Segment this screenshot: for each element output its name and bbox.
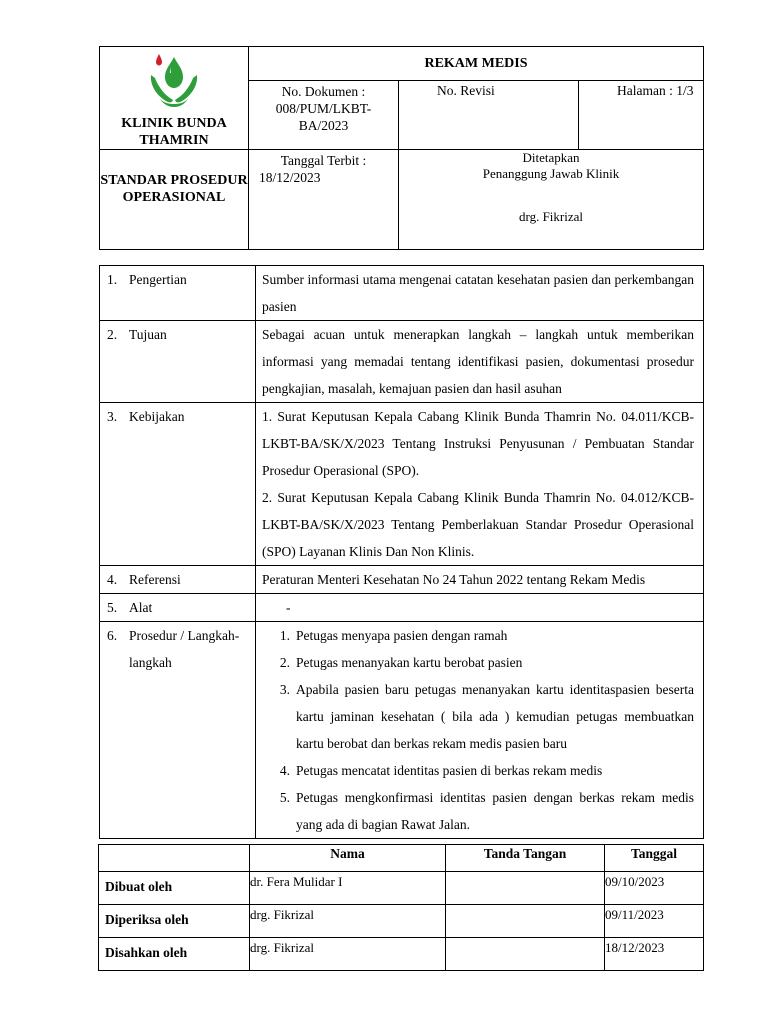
issue-date-label: Tanggal Terbit :	[280, 153, 367, 168]
row-kebijakan	[100, 403, 704, 566]
section-number: 5.	[107, 600, 118, 615]
clinic-logo-cell	[100, 47, 249, 150]
signature-table	[98, 844, 704, 971]
signature-row	[99, 938, 704, 971]
procedure-step	[266, 622, 694, 649]
row-referensi	[100, 566, 704, 594]
issue-date-cell	[249, 150, 399, 250]
signature-name: drg. Fikrizal	[250, 938, 446, 971]
section-number: 2.	[107, 327, 118, 342]
signature-role: Dibuat oleh	[99, 872, 250, 905]
signature-name: drg. Fikrizal	[250, 905, 446, 938]
approval-cell	[399, 150, 704, 250]
page-cell	[579, 81, 704, 150]
signature-name: dr. Fera Mulidar I	[250, 872, 446, 905]
column-header-date: Tanggal	[605, 845, 704, 872]
signature-role: Diperiksa oleh	[99, 905, 250, 938]
row-prosedur	[100, 622, 704, 839]
section-label-cell	[100, 566, 256, 594]
column-header-name: Nama	[250, 845, 446, 872]
policy-item: 2. Surat Keputusan Kepala Cabang Klinik Bunda Thamrin No. 04.012/KCB-LKBT-BA/SK/X/2023 Tentang Pemberlakuan Standar Prosedur Operasional (SPO) Layanan Klinis Dan Non Klinis.	[262, 490, 694, 559]
section-label-cell	[100, 594, 256, 622]
signature-role: Disahkan oleh	[99, 938, 250, 971]
prosedur-cell	[256, 622, 704, 839]
signature-header-row	[99, 845, 704, 872]
signature-row	[99, 905, 704, 938]
alat-text: -	[256, 594, 704, 622]
doc-number-value: 008/PUM/LKBT-BA/2023	[275, 101, 372, 133]
step-number: 4.	[279, 763, 290, 778]
section-number: 3.	[107, 409, 118, 424]
signature-row	[99, 872, 704, 905]
kebijakan-cell	[256, 403, 704, 566]
section-label-cell	[100, 266, 256, 321]
empty-header-cell	[99, 845, 250, 872]
section-label: Kebijakan	[129, 409, 185, 424]
step-text: Petugas mencatat identitas pasien di berkas rekam medis	[296, 763, 603, 778]
procedure-step	[266, 676, 694, 757]
issue-date-value: 18/12/2023	[259, 170, 321, 185]
procedure-step	[266, 784, 694, 838]
procedure-step	[266, 649, 694, 676]
section-label-cell	[100, 622, 256, 839]
clinic-logo-icon	[148, 51, 200, 115]
section-label: Tujuan	[129, 327, 167, 342]
sop-content-table	[99, 265, 704, 839]
signature-date: 09/11/2023	[605, 905, 704, 938]
step-number: 2.	[279, 655, 290, 670]
signature-field	[446, 905, 605, 938]
section-number: 4.	[107, 572, 118, 587]
signature-field	[446, 872, 605, 905]
header-table	[99, 46, 704, 250]
procedure-step	[266, 757, 694, 784]
section-label: Alat	[129, 600, 153, 615]
section-number: 1.	[107, 272, 118, 287]
section-label-cell	[100, 321, 256, 403]
section-label: Referensi	[129, 572, 181, 587]
section-label-cell	[100, 403, 256, 566]
section-label: Pengertian	[129, 272, 187, 287]
step-number: 5.	[279, 790, 290, 805]
row-alat	[100, 594, 704, 622]
clinic-name: KLINIK BUNDA THAMRIN	[121, 116, 227, 148]
sop-title: STANDAR PROSEDUR OPERASIONAL	[100, 173, 248, 205]
step-text: Petugas menyapa pasien dengan ramah	[296, 628, 508, 643]
document-title: REKAM MEDIS	[249, 47, 704, 81]
pengertian-text: Sumber informasi utama mengenai catatan kesehatan pasien dan perkembangan pasien	[256, 266, 704, 321]
approved-label: Ditetapkan	[522, 150, 580, 165]
section-number: 6.	[107, 628, 118, 643]
page-label: Halaman : 1/3	[617, 83, 694, 98]
approved-role: Penanggung Jawab Klinik	[482, 166, 620, 181]
doc-number-label: No. Dokumen :	[281, 84, 366, 99]
step-number: 1.	[279, 628, 290, 643]
referensi-text: Peraturan Menteri Kesehatan No 24 Tahun 2022 tentang Rekam Medis	[256, 566, 704, 594]
step-number: 3.	[279, 682, 290, 697]
revision-label: No. Revisi	[437, 83, 495, 98]
signature-date: 09/10/2023	[605, 872, 704, 905]
signature-field	[446, 938, 605, 971]
step-text: Petugas menanyakan kartu berobat pasien	[296, 655, 523, 670]
sop-title-cell	[100, 150, 249, 250]
row-pengertian	[100, 266, 704, 321]
tujuan-text: Sebagai acuan untuk menerapkan langkah – langkah untuk memberikan informasi yang memadai tentang identifikasi pasien, dokumentasi prosedur pengkajian, masalah, kemajuan pasien dan hasil asuhan	[256, 321, 704, 403]
approved-name: drg. Fikrizal	[518, 209, 584, 224]
revision-cell	[399, 81, 579, 150]
step-text: Petugas mengkonfirmasi identitas pasien dengan berkas rekam medis yang ada di bagian Rawat Jalan.	[296, 790, 694, 832]
step-text: Apabila pasien baru petugas menanyakan kartu identitaspasien beserta kartu jaminan kesehatan ( bila ada ) kemudian petugas membuatkan kartu berobat dan berkas rekam medis pasien baru	[296, 682, 694, 751]
policy-item: 1. Surat Keputusan Kepala Cabang Klinik Bunda Thamrin No. 04.011/KCB-LKBT-BA/SK/X/2023 Tentang Instruksi Penyusunan / Pembuatan Standar Prosedur Operasional (SPO).	[262, 409, 694, 478]
signature-date: 18/12/2023	[605, 938, 704, 971]
column-header-signature: Tanda Tangan	[446, 845, 605, 872]
row-tujuan	[100, 321, 704, 403]
section-label: Prosedur / Langkah-langkah	[129, 628, 240, 670]
doc-number-cell	[249, 81, 399, 150]
